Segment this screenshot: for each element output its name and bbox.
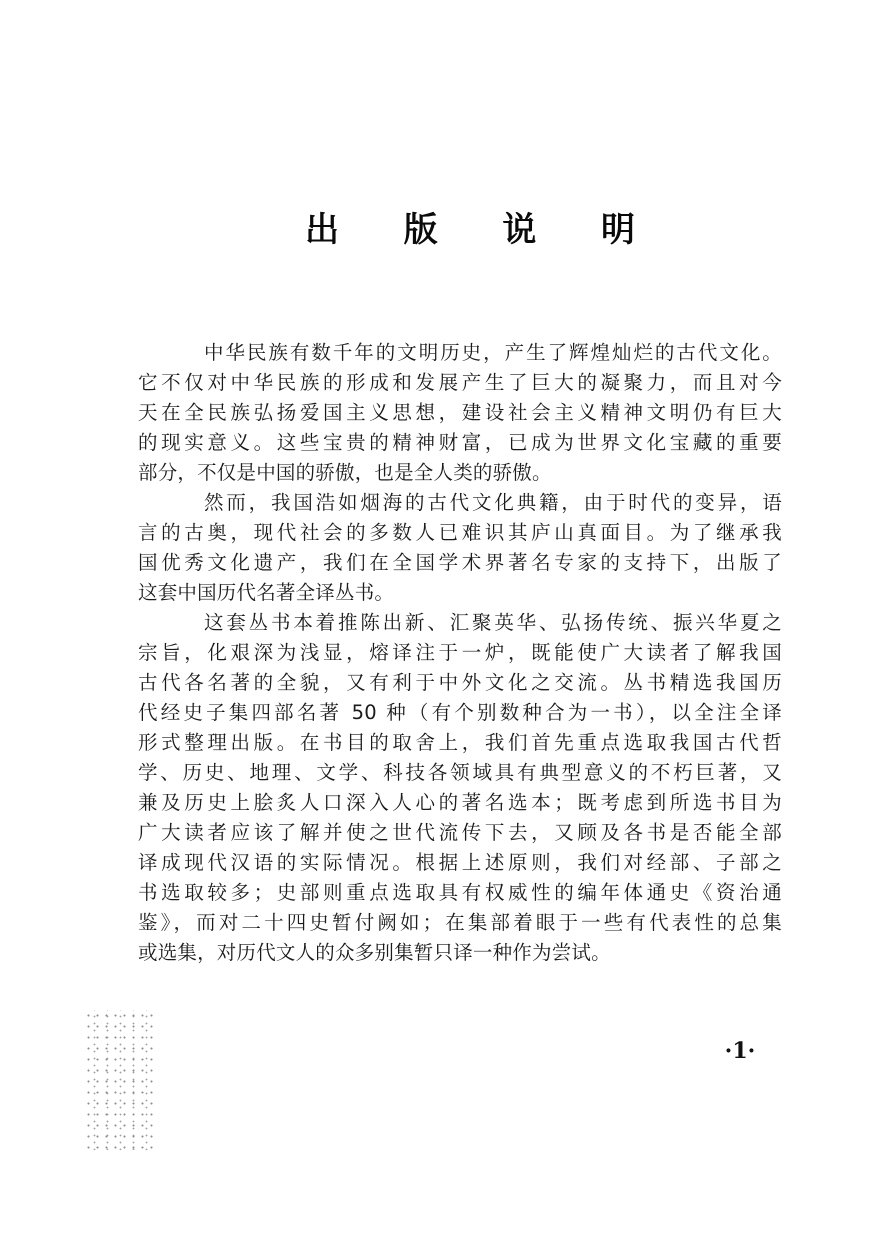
paragraph-2-line: 这套中国历代名著全译丛书。	[138, 581, 395, 604]
body-text	[138, 338, 782, 968]
paragraph-3-line: 广大读者应该了解并使之世代流传下去，又顾及各书是否能全部	[138, 821, 782, 844]
paragraph-3-line: 形式整理出版。在书目的取舍上，我们首先重点选取我国古代哲	[138, 731, 782, 754]
paragraph-2-line: 然而，我国浩如烟海的古代文化典籍，由于时代的变异，语	[204, 491, 782, 514]
page-number: ·1·	[724, 1038, 756, 1064]
paragraph-3-line: 鉴》，而对二十四史暂付阙如；在集部着眼于一些有代表性的总集	[138, 911, 782, 934]
paragraph-1-line: 中华民族有数千年的文明历史，产生了辉煌灿烂的古代文化。	[204, 341, 782, 364]
scan-noise-margin	[84, 1010, 154, 1150]
title-char: 说	[502, 209, 537, 250]
paragraph-3-line: 兼及历史上脍炙人口深入人心的著名选本；既考虑到所选书目为	[138, 791, 782, 814]
paragraph-1-line: 天在全民族弘扬爱国主义思想，建设社会主义精神文明仍有巨大	[138, 401, 782, 424]
paragraph-2-line: 国优秀文化遗产，我们在全国学术界著名专家的支持下，出版了	[138, 551, 782, 574]
paragraph-3-line: 古代各名著的全貌，又有利于中外文化之交流。丛书精选我国历	[138, 671, 782, 694]
paragraph-1-line: 部分，不仅是中国的骄傲，也是全人类的骄傲。	[138, 461, 552, 484]
paragraph-3-line: 或选集，对历代文人的众多别集暂只译一种作为尝试。	[138, 941, 611, 964]
title-char: 出	[305, 209, 339, 250]
paragraph-2-line: 言的古奥，现代社会的多数人已难识其庐山真面目。为了继承我	[138, 521, 782, 544]
paragraph-3-line: 这套丛书本着推陈出新、汇聚英华、弘扬传统、振兴华夏之	[204, 611, 782, 634]
title-char: 明	[600, 209, 635, 250]
title-char: 版	[403, 209, 438, 250]
paragraph-1-line: 它不仅对中华民族的形成和发展产生了巨大的凝聚力，而且对今	[138, 371, 782, 394]
paragraph-3-line: 译成现代汉语的实际情况。根据上述原则，我们对经部、子部之	[138, 851, 782, 874]
paragraph-3-line: 宗旨，化艰深为浅显，熔译注于一炉，既能使广大读者了解我国	[138, 641, 782, 664]
paragraph-3-line: 学、历史、地理、文学、科技各领域具有典型意义的不朽巨著，又	[138, 761, 782, 784]
paragraph-1-line: 的现实意义。这些宝贵的精神财富，已成为世界文化宝藏的重要	[138, 431, 782, 454]
paragraph-3-line: 书选取较多；史部则重点选取具有权威性的编年体通史《资治通	[138, 881, 782, 904]
page-title	[300, 198, 640, 254]
paragraph-3-line: 代经史子集四部名著 50 种（有个别数种合为一书），以全注全译	[138, 701, 782, 724]
